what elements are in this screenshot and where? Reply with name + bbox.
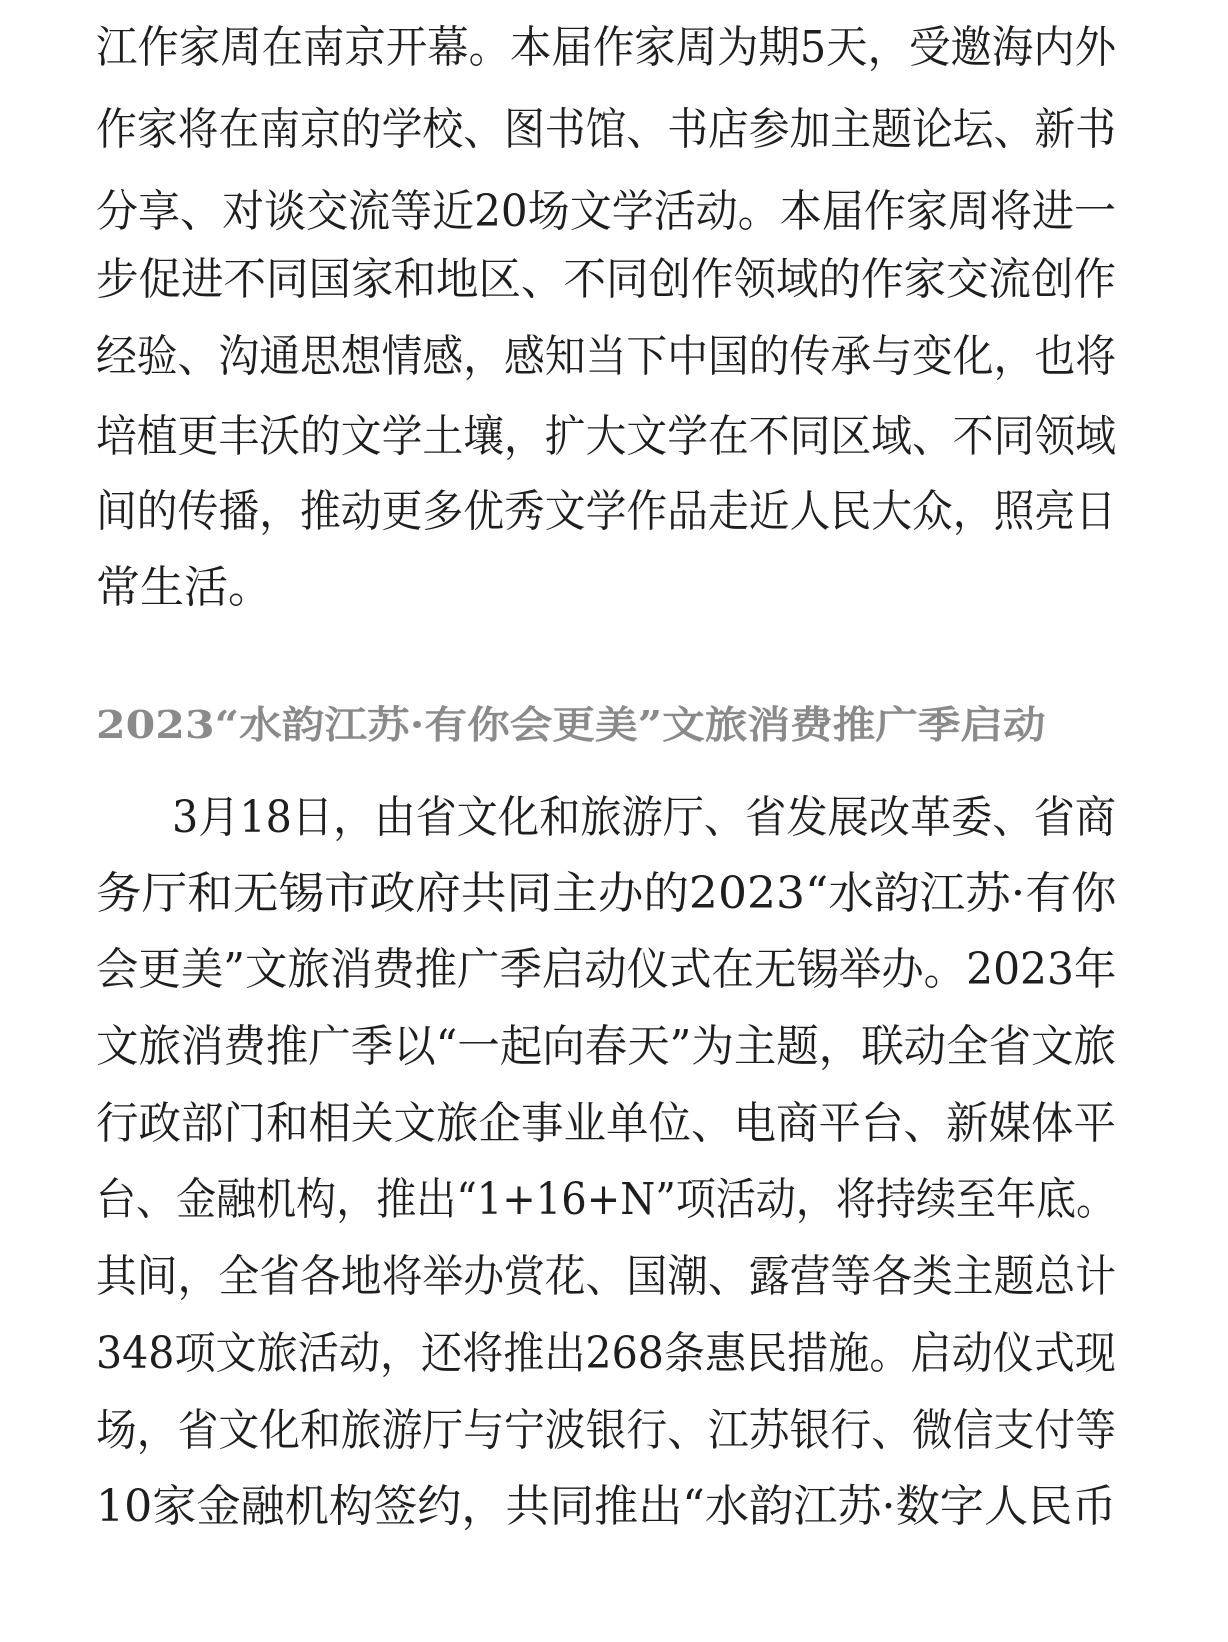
paragraph-2-line-text: 会更美”文旅消费推广季启动仪式在无锡举办。2023年	[96, 944, 1117, 995]
paragraph-2-line-text: 10家金融机构签约，共同推出“水韵江苏·数字人民币	[96, 1481, 1117, 1532]
paragraph-1-line-text: 江作家周在南京开幕。本届作家周为期5天，受邀海内外	[96, 22, 1116, 73]
paragraph-1-line-text: 步促进不同国家和地区、不同创作领域的作家交流创作	[96, 254, 1116, 305]
paragraph-1-line-text: 经验、沟通思想情感，感知当下中国的传承与变化，也将	[96, 331, 1116, 382]
paragraph-2-line-text: 其间，全省各地将举办赏花、国潮、露营等各类主题总计	[96, 1251, 1116, 1302]
paragraph-1-line-text: 间的传播，推动更多优秀文学作品走近人民大众，照亮日	[96, 486, 1116, 537]
paragraph-1-line-text: 作家将在南京的学校、图书馆、书店参加主题论坛、新书	[96, 104, 1116, 155]
paragraph-1-line	[0, 482, 1228, 542]
paragraph-2-line-text: 场，省文化和旅游厅与宁波银行、江苏银行、微信支付等	[96, 1405, 1116, 1456]
paragraph-1-line	[0, 100, 1228, 160]
paragraph-2-line-text: 3月18日，由省文化和旅游厅、省发展改革委、省商	[172, 792, 1116, 843]
paragraph-2-line	[0, 1094, 1228, 1154]
paragraph-1-line-text: 培植更丰沃的文学土壤，扩大文学在不同区域、不同领域	[96, 411, 1116, 462]
paragraph-2-line	[0, 864, 1228, 924]
paragraph-2-line-text: 务厅和无锡市政府共同主办的2023“水韵江苏·有你	[96, 868, 1117, 919]
paragraph-1-line	[0, 327, 1228, 387]
paragraph-2-line-text: 台、金融机构，推出“1+16+N”项活动，将持续至年底。	[96, 1174, 1117, 1225]
paragraph-2-line	[0, 1017, 1228, 1077]
paragraph-2-line	[0, 1477, 1228, 1537]
section-heading	[0, 695, 1228, 755]
paragraph-2-line	[0, 788, 1228, 848]
section-heading-text: 2023“水韵江苏·有你会更美”文旅消费推广季启动	[96, 702, 1046, 747]
paragraph-1-line	[0, 558, 1228, 618]
paragraph-2-line-text: 文旅消费推广季以“一起向春天”为主题，联动全省文旅	[96, 1021, 1116, 1072]
paragraph-2-line-text: 行政部门和相关文旅企事业单位、电商平台、新媒体平	[96, 1098, 1116, 1149]
paragraph-1-line	[0, 407, 1228, 467]
paragraph-2-line	[0, 1247, 1228, 1307]
paragraph-1-line-text: 分享、对谈交流等近20场文学活动。本届作家周将进一	[96, 186, 1116, 237]
paragraph-2-line	[0, 1401, 1228, 1461]
paragraph-2-line	[0, 1170, 1228, 1230]
paragraph-2-line	[0, 1324, 1228, 1384]
paragraph-2-line	[0, 940, 1228, 1000]
paragraph-1-line	[0, 182, 1228, 242]
paragraph-1-line-text: 常生活。	[96, 562, 272, 613]
paragraph-2-line-text: 348项文旅活动，还将推出268条惠民措施。启动仪式现	[96, 1328, 1116, 1379]
paragraph-1-line	[0, 250, 1228, 310]
paragraph-1-line	[0, 18, 1228, 78]
